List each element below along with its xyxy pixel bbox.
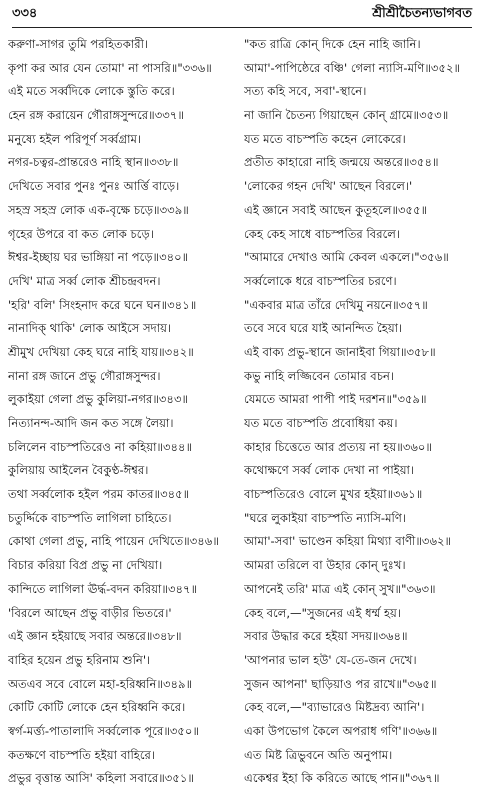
verse-line: বাচস্পতিরেও বোলে মুখর হইয়া॥৩৬১॥ <box>244 487 423 502</box>
verse-line: প্রতীত কাহারো নাহি জন্ময়ে অন্তরে॥৩৫৪॥ <box>244 155 439 170</box>
verse-line: ঈশ্বর-ইচ্ছায় ঘর ভাঙ্গিয়া না পড়ে॥৩৪০॥ <box>8 250 189 265</box>
verse-line: কোটি কোটি লোকে হেন হরিধ্বনি করে। <box>8 700 186 715</box>
verse-line: শ্রীমুখ দেখিয়া কেহ ঘরে নাহি যায়॥৩৪২॥ <box>8 344 194 359</box>
verse-line: চতুর্দ্দিকে বাচস্পতি লাগিলা চাহিতে। <box>8 510 172 525</box>
verse-line: নানা রঙ্গ জানে প্রভু গৌরাঙ্গসুন্দর। <box>8 368 161 383</box>
verse-line: তথা সর্ব্বলোক হইল পরম কাতর॥৩৪৫॥ <box>8 487 190 502</box>
verse-line: সর্ব্বলোকে ধরে বাচস্পতির চরণে। <box>244 273 397 288</box>
verse-line: আমা'-পাপিষ্ঠেরে বঞ্চি' গেলা ন্যাসি-মণি॥৩৫২॥ <box>244 60 461 75</box>
page-number: ৩৩৪ <box>12 5 38 21</box>
verse-line: অতএব সবে বোলে মহা-হরিধ্বনি॥৩৪৯॥ <box>8 676 193 691</box>
verse-line: এই মতে সর্ব্বদিকে লোকে স্তুতি করে। <box>8 84 175 99</box>
verse-line: যেমতে আমরা পাপী পাই দরশন॥"৩৫৯॥ <box>244 392 427 407</box>
page-header <box>12 3 472 25</box>
verse-line: "ঘরে লুকাইয়া বাচস্পতি ন্যাসি-মণি। <box>244 510 407 525</box>
verse-line: আমরা তরিলে বা উহার কোন্ দুঃখ। <box>244 558 406 573</box>
verse-line: তবে সবে ঘরে যাই আনন্দিত হৈয়া। <box>244 321 403 336</box>
verse-line: লুকাইয়া গেলা প্রভু কুলিয়া-নগর॥৩৪৩॥ <box>8 392 189 407</box>
verse-line: সুজন আপনা' ছাড়িয়াও পর রাখে॥"৩৬৫॥ <box>244 676 437 691</box>
verse-line: স্বর্গ-মর্ত্ত্য-পাতালাদি সর্ব্বলোক পূরে॥৩৫০॥ <box>8 723 200 738</box>
verse-line: 'আপনার ভাল হউ' যে-তে-জন দেখে। <box>244 652 417 667</box>
verse-line: এত মিষ্ট ত্রিভুবনে অতি অনুপাম। <box>244 747 393 762</box>
verse-line: "একবার মাত্র তাঁরে দেখিমু নয়নে॥৩৫৭॥ <box>244 297 428 312</box>
verse-line: কেহ কেহ সাধে বাচস্পতির বিরলে। <box>244 226 401 241</box>
verse-line: সবার উদ্ধার করে হইয়া সদয়॥৩৬৪॥ <box>244 629 408 644</box>
running-title: শ্রীশ্রীচৈতন্যভাগবত <box>372 5 472 21</box>
left-text-column <box>8 33 238 791</box>
verse-line: মনুষ্যে হইল পরিপূর্ণ সর্ব্বগ্রাম। <box>8 131 142 146</box>
verse-line: দেখিতে সবার পুনঃ পুনঃ আর্ত্তি বাড়ে। <box>8 179 180 194</box>
verse-line: এই জ্ঞান হইয়াছে সবার অন্তরে॥৩৪৮॥ <box>8 629 182 644</box>
verse-line: বিচার করিয়া বিপ্র প্রভু না দেখিয়া। <box>8 558 163 573</box>
verse-line: যত মতে বাচস্পতি প্রবোধিয়া কয়। <box>244 416 398 430</box>
verse-line: চলিলেন বাচস্পতিরেও না কহিয়া॥৩৪৪॥ <box>8 439 193 454</box>
verse-line: কান্দিতে লাগিলা ঊর্দ্ধ-বদন করিয়া॥৩৪৭॥ <box>8 581 198 596</box>
verse-line: কভু নাহি লজ্জিবেন তোমার বচন। <box>244 368 395 383</box>
verse-line: যত মতে বাচস্পতি কহেন লোকেরে। <box>244 131 406 146</box>
verse-line: "আমারে দেখাও আমি কেবল একলে।"৩৫৬॥ <box>244 250 449 265</box>
verse-line: সত্য কহি সবে, সবা'-স্থানে। <box>244 84 367 99</box>
verse-line: আপনেই তরি' মাত্র এই কোন্ সুখ॥"৩৬৩॥ <box>244 581 436 596</box>
verse-line: নগর-চত্বর-প্রান্তরেও নাহি স্থান॥৩৩৮॥ <box>8 155 179 170</box>
verse-line: গৃহের উপরে বা কত লোক চড়ে। <box>8 226 154 241</box>
verse-line: কোথা গেলা প্রভু, নাহি পায়েন দেখিতে॥৩৪৬॥ <box>8 534 219 549</box>
verse-line: হেন রঙ্গ করায়েন গৌরাঙ্গসুন্দরে॥৩৩৭॥ <box>8 108 184 123</box>
right-text-column <box>244 33 474 791</box>
verse-line: কেহ বলে,—"সুজনের এই ধর্ম্ম হয়। <box>244 605 402 620</box>
verse-line: না জানি চৈতন্য গিয়াছেন কোন্ গ্রামে॥৩৫৩॥ <box>244 108 449 123</box>
header-divider <box>12 27 472 28</box>
verse-line: একা উপভোগ কৈলে অপরাধ গণি'॥৩৬৬॥ <box>244 723 438 738</box>
verse-line: করুণা-সাগর তুমি পরহিতকারী। <box>8 37 149 51</box>
verse-line: সহস্র সহস্র লোক এক-বৃক্ষে চড়ে॥৩৩৯॥ <box>8 202 189 217</box>
verse-line: এই বাক্য প্রভু-স্থানে জানাইবা গিয়া॥৩৫৮॥ <box>244 344 436 359</box>
verse-line: কতক্ষণে বাচস্পতি হইয়া বাহিরে। <box>8 747 156 762</box>
verse-line: কাহার চিত্তেতে আর প্রত্যয় না হয়॥৩৬০॥ <box>244 439 432 454</box>
verse-line: 'লোকের গহন দেখি' আছেন বিরলে।' <box>244 179 413 194</box>
verse-line: কৃপা কর আর যেন তোমা' না পাসরি॥"৩৩৬॥ <box>8 60 212 75</box>
verse-line: কুলিয়ায় আইলেন বৈকুণ্ঠ-ঈশ্বর। <box>8 463 149 478</box>
verse-line: 'বিরলে আছেন প্রভু বাড়ীর ভিতরে।' <box>8 605 172 620</box>
verse-line: 'হরি' বলি' সিংহনাদ করে ঘনে ঘন॥৩৪১॥ <box>8 297 197 312</box>
verse-line: এই জ্ঞানে সবাই আছেন কুতূহলে॥৩৫৫॥ <box>244 202 428 217</box>
verse-line: আমা'-সবা' ভাণ্ডেন কহিয়া মিথ্যা বাণী॥৩৬২॥ <box>244 534 452 549</box>
verse-line: প্রভুর বৃত্তান্ত আসি' কহিলা সবারে॥৩৫১॥ <box>8 771 194 786</box>
verse-line: "কত রাত্রি কোন্ দিকে হেন নাহি জানি। <box>244 37 421 51</box>
verse-line: কেহ বলে,—"ব্যাভারেও মিষ্টদ্রব্য আনি'। <box>244 700 425 715</box>
verse-line: দেখি' মাত্র সর্ব্ব লোক শ্রীচন্দ্রবদন। <box>8 273 161 288</box>
verse-line: নানাদিক্ থাকি' লোক আইসে সদায়। <box>8 321 172 336</box>
verse-line: নিত্যানন্দ-আদি জন কত সঙ্গে লৈয়া। <box>8 416 174 430</box>
verse-line: কথোক্ষণে সর্ব্ব লোক দেখা না পাইয়া। <box>244 463 415 478</box>
verse-line: বাহির হয়েন প্রভু হরিনাম শুনি'। <box>8 652 151 667</box>
verse-line: একেশ্বর ইহা কি করিতে আছে পান॥"৩৬৭॥ <box>244 771 440 786</box>
